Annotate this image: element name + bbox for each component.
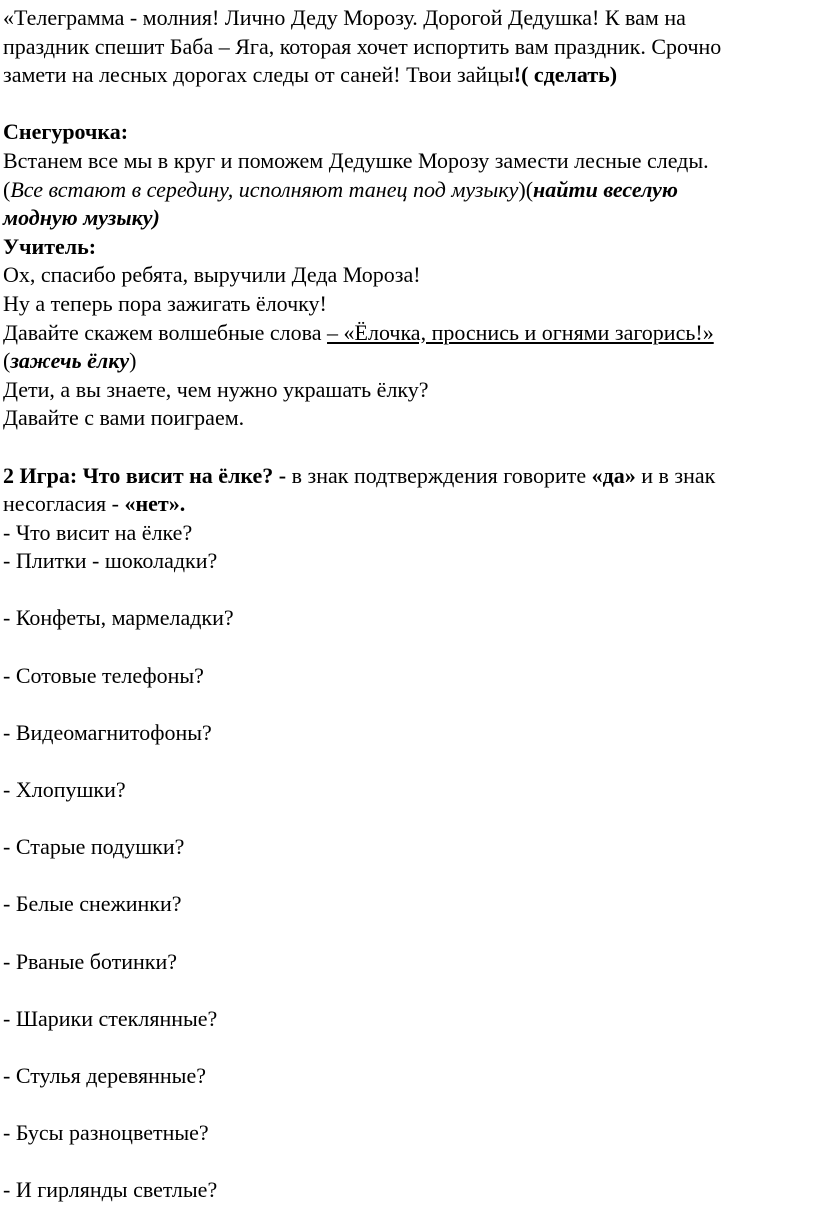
game-rule-line-2 xyxy=(3,490,813,519)
list-item: - Старые подушки? xyxy=(3,834,185,860)
game-rule-text-2: и в знак xyxy=(635,462,716,488)
telegram-line-1: «Телеграмма - молния! Лично Деду Морозу. Дорогой Дедушка! К вам на xyxy=(3,5,686,30)
game-rule-text-3: несогласия - xyxy=(3,491,125,517)
snegurochka-stage-direction xyxy=(3,176,813,205)
teacher-line-5: Дети, а вы знаете, чем нужно украшать ёлку? xyxy=(3,376,429,402)
spacer xyxy=(3,805,813,834)
game-rule-text: в знак подтверждения говорите xyxy=(291,462,592,488)
teacher-line-3 xyxy=(3,319,813,348)
list-item: - Стулья деревянные? xyxy=(3,1062,206,1088)
music-note-part-2: модную музыку) xyxy=(3,205,160,231)
teacher-line-1: Ох, спасибо ребята, выручили Деда Мороза! xyxy=(3,262,421,288)
spacer xyxy=(3,633,813,662)
light-tree-note: зажечь ёлку xyxy=(10,348,130,374)
teacher-heading xyxy=(3,233,813,262)
game-title: 2 Игра: Что висит на ёлке? - xyxy=(3,462,292,488)
spacer xyxy=(3,919,813,948)
list-item: - Сотовые телефоны? xyxy=(3,662,204,688)
telegram-line-2: праздник спешит Баба – Яга, которая хочет испортить вам праздник. Срочно xyxy=(3,33,722,59)
stage-direction-text: Все встают в середину, исполняют танец под музыку xyxy=(10,176,519,202)
spacer xyxy=(3,862,813,891)
list-item: - И гирлянды светлые? xyxy=(3,1177,218,1203)
teacher-line-2: Ну а теперь пора зажигать ёлочку! xyxy=(3,290,327,316)
snegurochka-line-1: Встанем все мы в круг и поможем Дедушке Морозу замести лесные следы. xyxy=(3,147,709,173)
spacer xyxy=(3,1148,813,1177)
list-item: - Хлопушки? xyxy=(3,777,126,803)
spacer xyxy=(3,747,813,776)
magic-words-intro: Давайте скажем волшебные слова xyxy=(3,319,328,345)
spacer xyxy=(3,433,813,462)
game-heading xyxy=(3,462,813,491)
snegurochka-note-line-2 xyxy=(3,204,813,233)
list-item: - Видеомагнитофоны? xyxy=(3,719,212,745)
paren: ) xyxy=(129,348,137,374)
teacher-line-4 xyxy=(3,347,813,376)
spacer xyxy=(3,976,813,1005)
telegram-line-3 xyxy=(3,61,813,90)
music-note-part-1: найти веселую xyxy=(533,176,678,202)
no-answer: «нет». xyxy=(124,491,186,517)
telegram-note: !( сделать) xyxy=(513,62,618,88)
document-page xyxy=(3,4,813,1205)
teacher-line-6: Давайте с вами поиграем. xyxy=(3,405,245,431)
snegurochka-heading xyxy=(3,118,813,147)
paren: ( xyxy=(3,176,11,202)
list-item: - Шарики стеклянные? xyxy=(3,1005,218,1031)
paren: )( xyxy=(518,176,534,202)
game-first-question: - Что висит на ёлке? xyxy=(3,519,193,545)
list-item: - Белые снежинки? xyxy=(3,891,182,917)
telegram-text: замети на лесных дорогах следы от саней! Твои зайцы xyxy=(3,62,514,88)
list-item: - Плитки - шоколадки? xyxy=(3,548,218,574)
yes-answer: «да» xyxy=(591,462,636,488)
teacher-heading-text: Учитель: xyxy=(3,233,97,259)
paren: ( xyxy=(3,348,11,374)
list-item: - Конфеты, мармеладки? xyxy=(3,605,234,631)
spacer xyxy=(3,1091,813,1120)
spacer xyxy=(3,576,813,605)
spacer xyxy=(3,90,813,119)
list-item: - Рваные ботинки? xyxy=(3,948,178,974)
spacer xyxy=(3,1033,813,1062)
list-item: - Бусы разноцветные? xyxy=(3,1120,209,1146)
game-question-list xyxy=(3,547,813,1205)
snegurochka-heading-text: Снегурочка: xyxy=(3,119,129,145)
spacer xyxy=(3,690,813,719)
magic-words: – «Ёлочка, проснись и огнями загорись!» xyxy=(327,319,714,345)
